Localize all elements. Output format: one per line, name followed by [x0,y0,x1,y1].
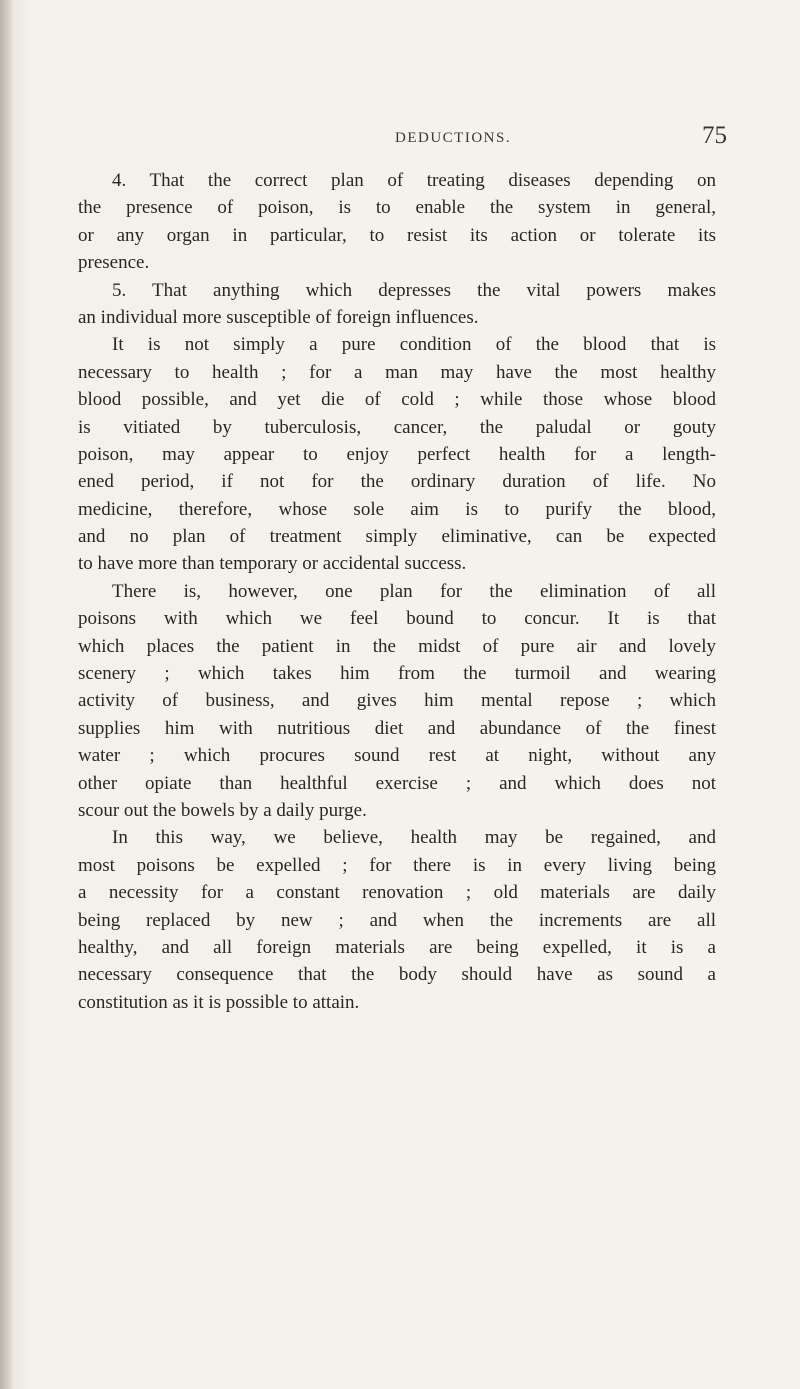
text-line: constitution as it is possible to attain. [78,991,360,1013]
page-header [0,122,800,152]
text-line: activity of business, and gives him mental repose ; which [78,690,716,712]
text-line: healthy, and all foreign materials are being expelled, it is a [78,936,716,958]
text-line: poisons with which we feel bound to concur. It is that [78,608,716,630]
text-line: poison, may appear to enjoy perfect health for a length- [78,443,716,465]
text-line: It is not simply a pure condition of the blood that is [112,334,716,356]
text-line: presence. [78,252,150,274]
text-line: necessary to health ; for a man may have the most healthy [78,361,716,383]
text-line: 4. That the correct plan of treating diseases depending on [112,170,716,191]
text-line: or any organ in particular, to resist its action or tolerate its [78,224,716,246]
text-line: supplies him with nutritious diet and abundance of the finest [78,717,716,739]
text-line: a necessity for a constant renovation ; old materials are daily [78,882,716,904]
text-line: other opiate than healthful exercise ; and which does not [78,772,716,794]
text-line: In this way, we believe, health may be regained, and [112,827,716,849]
text-line: which places the patient in the midst of pure air and lovely [78,635,716,657]
text-line: being replaced by new ; and when the increments are all [78,909,716,931]
text-line: blood possible, and yet die of cold ; while those whose blood [78,389,716,411]
text-line: scenery ; which takes him from the turmoil and wearing [78,663,716,685]
text-line: water ; which procures sound rest at night, without any [78,745,716,767]
running-head: DEDUCTIONS. [395,130,512,146]
text-line: and no plan of treatment simply eliminative, can be expected [78,526,716,548]
text-line: the presence of poison, is to enable the system in general, [78,197,716,219]
text-line: to have more than temporary or accidental success. [78,553,467,575]
text-line: most poisons be expelled ; for there is in every living being [78,854,716,876]
text-line: necessary consequence that the body should have as sound a [78,964,716,986]
text-line: ened period, if not for the ordinary duration of life. No [78,471,716,493]
page-number: 75 [702,122,727,149]
text-line: an individual more susceptible of foreign influences. [78,306,479,328]
text-line: There is, however, one plan for the elimination of all [112,580,716,602]
text-line: medicine, therefore, whose sole aim is to purify the blood, [78,498,716,520]
gutter-shadow [0,0,14,1389]
text-line: scour out the bowels by a daily purge. [78,799,367,821]
text-line: 5. That anything which depresses the vital powers makes [112,279,716,301]
body-text [78,167,716,1016]
text-line: is vitiated by tuberculosis, cancer, the paludal or gouty [78,416,716,438]
